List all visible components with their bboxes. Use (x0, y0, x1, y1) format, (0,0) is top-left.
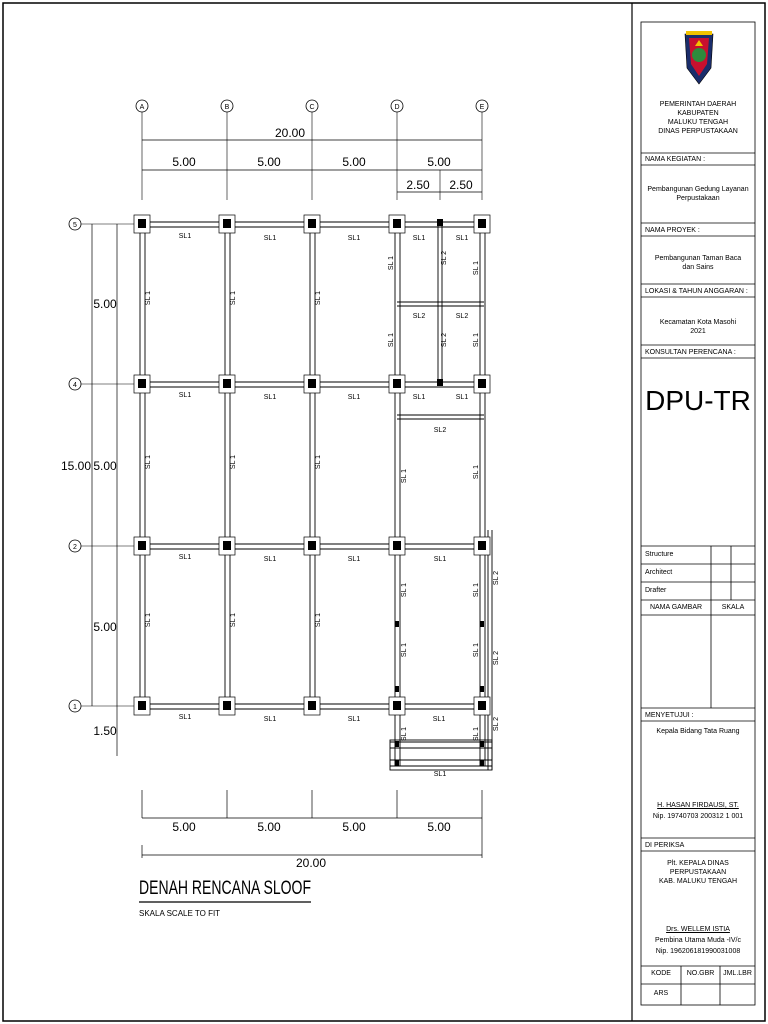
agency-line-2: MALUKU TENGAH (667, 119, 729, 126)
dim-left-span-1: 5.00 (93, 297, 117, 311)
beam-label: SL 1 (315, 290, 322, 306)
title-block (641, 22, 755, 1005)
beam-label: SL1 (263, 235, 277, 242)
dim-bottom-total: 20.00 (295, 856, 327, 870)
proyek-value (641, 254, 755, 272)
beam-label: SL 1 (473, 726, 480, 742)
dim-bottom-span-4: 5.00 (427, 820, 451, 834)
menyetujui-name: H. HASAN FIRDAUSI, ST. (657, 802, 739, 809)
dim-top-span-1: 5.00 (172, 155, 196, 169)
grid-label-b: B (224, 104, 230, 111)
grid-label-a: A (139, 104, 145, 111)
beam-label: SL 1 (401, 726, 408, 742)
kegiatan-label: NAMA KEGIATAN : (645, 156, 706, 163)
kegiatan-value (641, 185, 755, 203)
beam-label: SL1 (263, 556, 277, 563)
grid-label-e: E (479, 104, 485, 111)
diperiksa-nip: Nip. 196206181990031008 (655, 948, 741, 955)
no-gbr-header: NO.GBR (686, 970, 715, 977)
beam-label: SL2 (455, 313, 469, 320)
diperiksa-name: Drs. WELLEM ISTIA (666, 926, 730, 933)
menyetujui-label: MENYETUJUI : (645, 712, 694, 719)
diperiksa-label: DI PERIKSA (645, 842, 685, 849)
beam-label: SL 1 (315, 454, 322, 470)
beam-label: SL2 (412, 313, 426, 320)
beam-label: SL 1 (388, 332, 395, 348)
kegiatan-line-1: Pembangunan Gedung Layanan (647, 186, 749, 193)
diperiksa-rank: Pembina Utama Muda -IV/c (655, 937, 741, 944)
jml-lbr-header: JML.LBR (723, 970, 752, 977)
beam-label: SL 2 (493, 716, 500, 732)
dim-bottom-span-3: 5.00 (342, 820, 366, 834)
grid-label-2: 2 (73, 544, 77, 551)
konsultan-label: KONSULTAN PERENCANA : (645, 349, 736, 356)
beam-label: SL 1 (230, 612, 237, 628)
beam-label: SL1 (347, 394, 361, 401)
dim-top-span-2: 5.00 (257, 155, 281, 169)
dim-bottom-span-1: 5.00 (172, 820, 196, 834)
drawing-title: DENAH RENCANA SLOOF (139, 878, 311, 899)
konsultan-name: DPU-TR (645, 385, 751, 416)
beam-label: SL 1 (401, 468, 408, 484)
proyek-line-1: Pembangunan Taman Baca (654, 255, 742, 262)
sloof-beams (136, 218, 492, 770)
beam-label: SL2 (433, 427, 447, 434)
dim-top-span-4: 5.00 (427, 155, 451, 169)
beam-labels-vertical (145, 251, 500, 741)
beam-label: SL1 (412, 235, 426, 242)
beam-label: SL 1 (145, 290, 152, 306)
beam-label: SL 2 (441, 250, 448, 266)
beam-label: SL1 (433, 556, 447, 563)
grid-label-d: D (394, 104, 400, 111)
diperiksa-role-1: Plt. KEPALA DINAS PERPUSTAKAAN (667, 860, 729, 876)
beam-label: SL 2 (493, 570, 500, 586)
dim-left-span-3: 5.00 (93, 620, 117, 634)
lokasi-value (641, 318, 755, 336)
lokasi-line-2: 2021 (690, 328, 706, 335)
beam-label: SL1 (347, 716, 361, 723)
kode-header: KODE (651, 970, 671, 977)
drafter-label: Drafter (645, 587, 667, 594)
beam-label: SL1 (433, 771, 447, 778)
column-cores (138, 219, 486, 766)
beam-label: SL1 (178, 714, 192, 721)
dim-left-span-2: 5.00 (93, 459, 117, 473)
drawing-scale: SKALA SCALE TO FIT (139, 909, 221, 918)
dim-top-sub-1: 2.50 (406, 178, 430, 192)
column-pads (134, 215, 490, 715)
grid-label-4: 4 (73, 382, 77, 389)
beam-labels-horizontal (179, 233, 469, 778)
beam-label: SL1 (412, 394, 426, 401)
proyek-label: NAMA PROYEK : (645, 227, 700, 234)
beam-label: SL1 (178, 233, 192, 240)
dim-top-sub-2: 2.50 (449, 178, 473, 192)
architect-label: Architect (645, 569, 673, 576)
skala-header: SKALA (721, 604, 745, 611)
dim-left-extra: 1.50 (93, 724, 117, 738)
beam-label: SL 1 (401, 582, 408, 598)
sloof-plan (61, 100, 500, 918)
nama-gambar-header: NAMA GAMBAR (649, 604, 703, 611)
structure-label: Structure (645, 551, 674, 558)
beam-label: SL 1 (473, 332, 480, 348)
beam-label: SL1 (347, 556, 361, 563)
lokasi-label: LOKASI & TAHUN ANGGARAN : (645, 288, 748, 295)
beam-label: SL1 (347, 235, 361, 242)
dim-left-total: 15.00 (60, 459, 92, 473)
regency-logo (685, 31, 713, 84)
beam-label: SL1 (263, 716, 277, 723)
beam-label: SL1 (178, 554, 192, 561)
menyetujui-nip: Nip. 19740703 200312 1 001 (652, 813, 744, 820)
menyetujui-role: Kepala Bidang Tata Ruang (656, 728, 740, 735)
beam-label: SL 1 (473, 464, 480, 480)
diperiksa-role-2: KAB. MALUKU TENGAH (658, 878, 738, 885)
proyek-line-2: dan Sains (682, 264, 714, 271)
agency-line-1: PEMERINTAH DAERAH KABUPATEN (659, 101, 737, 117)
beam-label: SL 2 (441, 332, 448, 348)
grid-label-1: 1 (73, 704, 77, 711)
beam-label: SL 1 (473, 642, 480, 658)
beam-label: SL 1 (473, 582, 480, 598)
grid-label-5: 5 (73, 222, 77, 229)
dim-top-total: 20.00 (274, 126, 306, 140)
beam-label: SL 1 (388, 255, 395, 271)
beam-label: SL 1 (145, 612, 152, 628)
beam-label: SL1 (455, 394, 469, 401)
kegiatan-line-2: Perpustakaan (676, 195, 720, 202)
beam-label: SL 1 (230, 454, 237, 470)
grid-bubbles-top (136, 100, 488, 200)
dim-top-span-3: 5.00 (342, 155, 366, 169)
beam-label: SL 1 (315, 612, 322, 628)
beam-label: SL 1 (230, 290, 237, 306)
kode-value: ARS (653, 990, 669, 997)
agency-name (641, 100, 755, 136)
beam-label: SL1 (263, 394, 277, 401)
beam-label: SL 2 (493, 650, 500, 666)
lokasi-line-1: Kecamatan Kota Masohi (659, 319, 737, 326)
diperiksa-role (641, 859, 755, 886)
beam-label: SL1 (455, 235, 469, 242)
agency-line-3: DINAS PERPUSTAKAAN (658, 128, 738, 135)
beam-label: SL1 (178, 392, 192, 399)
beam-label: SL 1 (401, 642, 408, 658)
grid-label-c: C (309, 104, 315, 111)
beam-label: SL 1 (145, 454, 152, 470)
beam-label: SL1 (432, 716, 446, 723)
beam-label: SL 1 (473, 260, 480, 276)
dim-bottom-span-2: 5.00 (257, 820, 281, 834)
